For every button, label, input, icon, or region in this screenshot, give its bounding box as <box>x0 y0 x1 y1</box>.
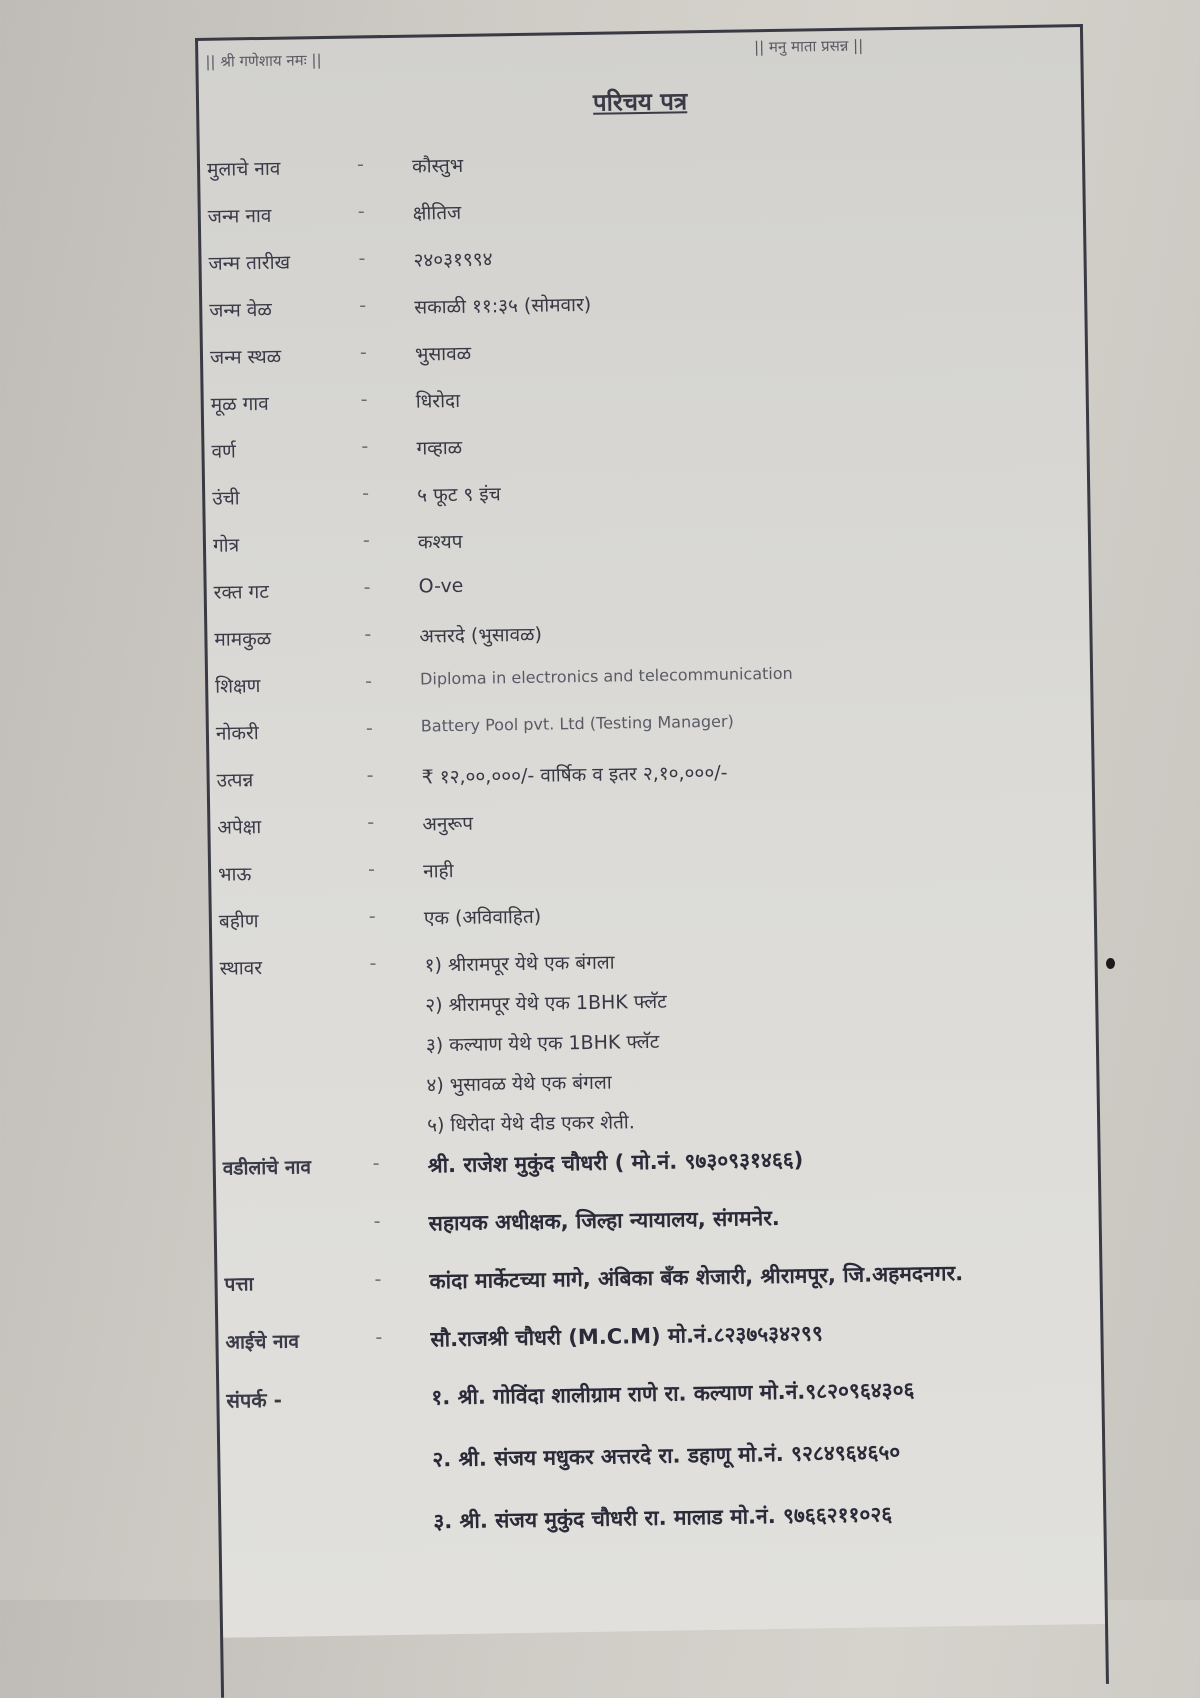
field-value: कांदा मार्केटच्या मागे, अंबिका बँक शेजारी, श्रीरामपूर, जि.अहमदनगर. <box>429 1261 964 1294</box>
field-separator: - <box>364 670 373 693</box>
field-label: रक्त गट <box>213 580 269 604</box>
field-separator: - <box>357 200 365 223</box>
field-value: श्री. राजेश मुकुंद चौधरी ( मो.नं. ९७३०९३१४६६) <box>427 1147 804 1178</box>
contacts-section <box>226 1373 1097 1587</box>
contact-item: २. श्री. संजय मधुकर अत्तरदे रा. डहाणू मो.नं. ९२८४९६४६५० <box>432 1440 901 1472</box>
field-value: क्षीतिज <box>412 201 462 225</box>
field-value: धिरोदा <box>415 389 461 413</box>
field-separator: - <box>375 1326 383 1349</box>
header-left-invocation: || श्री गणेशाय नमः || <box>205 51 322 71</box>
field-label: अपेक्षा <box>217 816 262 839</box>
field-separator: - <box>368 905 376 928</box>
property-item: ५) धिरोदा येथे दीड एकर शेती. <box>426 1111 635 1137</box>
field-value: भुसावळ <box>414 342 472 366</box>
field-label: वडीलांचे नाव <box>222 1156 312 1180</box>
field-label: उत्पन्न <box>216 769 254 792</box>
property-item: १) श्रीरामपूर येथे एक बंगला <box>424 951 615 977</box>
field-separator: - <box>373 1210 381 1233</box>
field-value: सहायक अधीक्षक, जिल्हा न्यायालय, संगमनेर. <box>428 1205 780 1236</box>
biodata-fields <box>207 142 1097 1586</box>
field-label: मुलाचे नाव <box>206 157 281 181</box>
header-right-invocation: || मनु माता प्रसन्न || <box>753 36 864 57</box>
field-value: सकाळी ११:३५ (सोमवार) <box>414 293 592 319</box>
field-label: उंची <box>212 487 240 510</box>
contact-item: ३. श्री. संजय मुकुंद चौधरी रा. मालाड मो.नं. ९७६६२११०२६ <box>433 1502 893 1534</box>
field-value: O-ve <box>418 574 464 598</box>
field-separator: - <box>359 294 367 317</box>
field-separator: - <box>365 717 373 740</box>
document-title: परिचय पत्र <box>592 87 688 117</box>
field-label: वर्ण <box>211 440 236 463</box>
field-separator: - <box>372 1152 380 1175</box>
field-separator: - <box>362 529 370 552</box>
field-separator: - <box>366 764 374 787</box>
field-label: आईचे नाव <box>225 1330 300 1354</box>
field-separator: - <box>367 858 376 881</box>
field-label: मूळ गाव <box>210 392 269 416</box>
field-separator: - <box>358 247 366 270</box>
property-label: स्थावर <box>219 957 263 980</box>
field-label: मामकुळ <box>214 627 272 651</box>
field-label: नोकरी <box>215 722 259 745</box>
field-separator: - <box>361 435 369 458</box>
field-value: अत्तरदे (भुसावळ) <box>419 623 543 648</box>
field-value: कश्यप <box>417 530 463 554</box>
field-separator: - <box>356 153 365 176</box>
field-value: कौस्तुभ <box>411 154 464 178</box>
field-value: एक (अविवाहित) <box>423 905 542 930</box>
field-value: Diploma in electronics and telecommunication <box>419 663 793 689</box>
property-list <box>424 948 669 1152</box>
field-label: पत्ता <box>224 1273 254 1296</box>
field-value: गव्हाळ <box>416 436 463 460</box>
field-separator: - <box>363 576 371 599</box>
field-value: नाही <box>422 860 454 883</box>
property-item: ४) भुसावळ येथे एक बंगला <box>426 1071 612 1097</box>
field-value: सौ.राजश्री चौधरी (M.C.M) मो.नं.८२३७५३४२९९ <box>430 1321 823 1352</box>
property-item: २) श्रीरामपूर येथे एक 1BHK फ्लॅट <box>425 990 667 1017</box>
field-label: बहीण <box>218 910 259 933</box>
contact-item: १. श्री. गोविंदा शालीग्राम राणे रा. कल्याण मो.नं.९८२०९६४३०६ <box>431 1377 915 1410</box>
document-sheet <box>195 24 1108 1638</box>
ink-dot <box>1106 958 1115 969</box>
contacts-label: संपर्क - <box>226 1387 283 1413</box>
field-separator: - <box>369 952 377 975</box>
field-value: ₹ १२,००,०००/- वार्षिक व इतर २,१०,०००/- <box>421 761 728 789</box>
field-label: गोत्र <box>212 534 240 557</box>
field-separator: - <box>362 482 370 505</box>
field-separator: - <box>364 623 372 646</box>
field-separator: - <box>360 388 368 411</box>
field-label: जन्म नाव <box>207 204 272 228</box>
field-value: Battery Pool pvt. Ltd (Testing Manager) <box>420 711 734 736</box>
field-label: भाऊ <box>217 863 252 886</box>
field-value: ५ फूट ९ इंच <box>417 483 501 507</box>
contacts-list <box>431 1376 917 1570</box>
field-separator: - <box>367 811 375 834</box>
field-label: शिक्षण <box>215 675 261 698</box>
property-section <box>219 941 1090 1155</box>
field-value: २४०३१९९४ <box>413 248 493 272</box>
field-separator: - <box>359 341 367 364</box>
field-label: जन्म वेळ <box>209 298 272 322</box>
field-label: जन्म तारीख <box>208 251 291 275</box>
field-separator: - <box>374 1268 382 1291</box>
property-item: ३) कल्याण येथे एक 1BHK फ्लॅट <box>425 1030 660 1057</box>
field-label: जन्म स्थळ <box>209 345 282 369</box>
field-value: अनुरूप <box>422 812 474 836</box>
